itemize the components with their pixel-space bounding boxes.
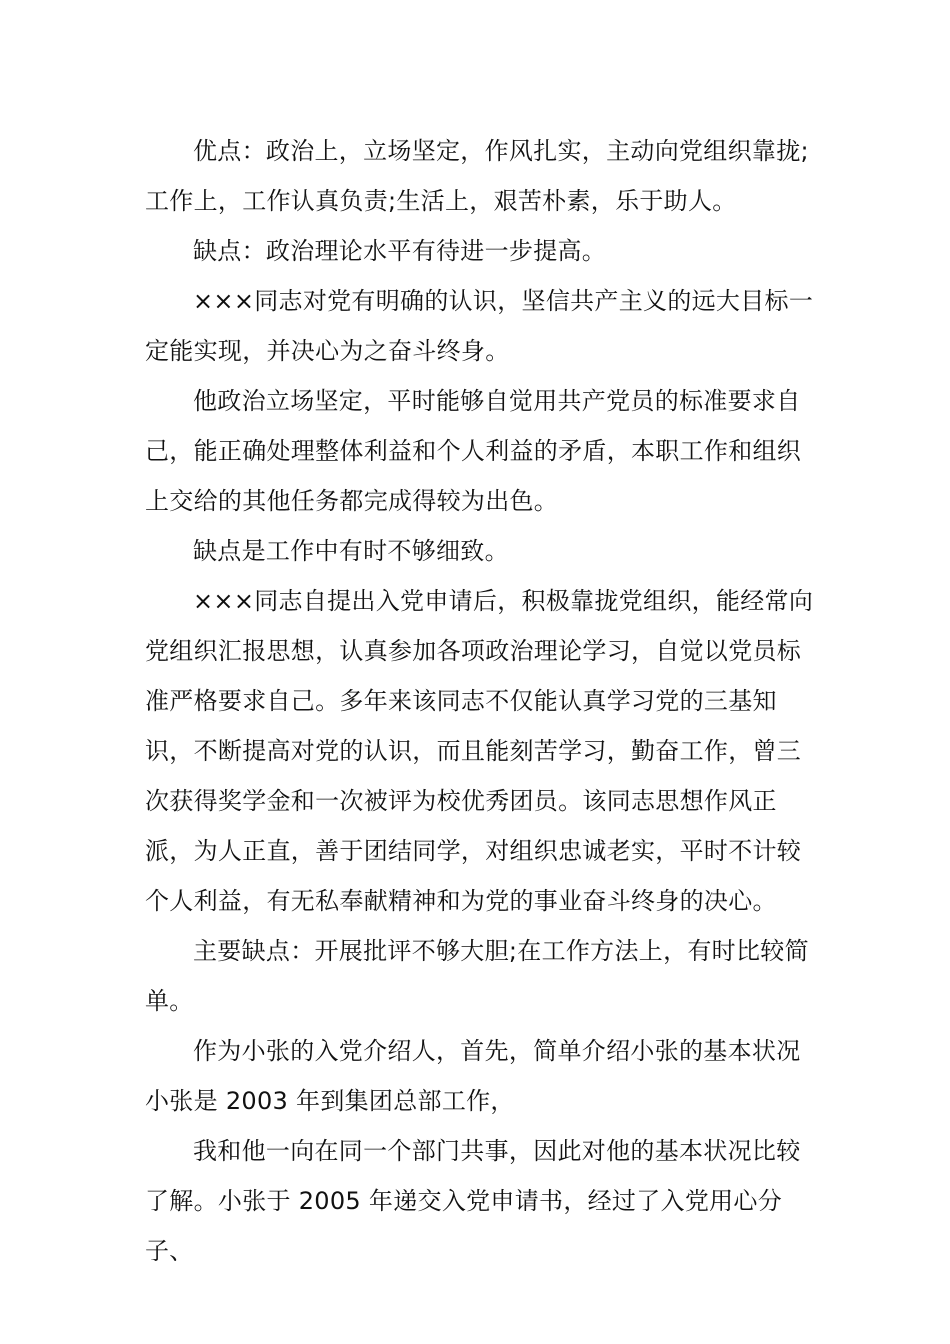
paragraph-introducer: 作为小张的入党介绍人，首先，简单介绍小张的基本状况小张是 2003 年到集团总部工作， — [145, 1037, 801, 1115]
paragraph-weakness-detail: 缺点是工作中有时不够细致。 — [193, 537, 509, 565]
paragraph-party-understanding: ×××同志对党有明确的认识，坚信共产主义的远大目标一定能实现，并决心为之奋斗终身。 — [145, 287, 814, 365]
paragraph-strengths: 优点：政治上，立场坚定，作风扎实，主动向党组织靠拢;工作上，工作认真负责;生活上，艰苦朴素，乐于助人。 — [145, 137, 809, 215]
paragraph-main-weakness: 主要缺点：开展批评不够大胆;在工作方法上，有时比较简单。 — [145, 937, 809, 1015]
paragraph-weakness-theory: 缺点：政治理论水平有待进一步提高。 — [193, 237, 607, 265]
paragraph-political-stance: 他政治立场坚定，平时能够自觉用共产党员的标准要求自己，能正确处理整体利益和个人利益的矛盾，本职工作和组织上交给的其他任务都完成得较为出色。 — [145, 387, 802, 515]
document-body — [145, 126, 815, 1276]
paragraph-application-record: ×××同志自提出入党申请后，积极靠拢党组织，能经常向党组织汇报思想，认真参加各项政治理论学习，自觉以党员标准严格要求自己。多年来该同志不仅能认真学习党的三基知识，不断提高对党的认识，而且能刻苦学习，勤奋工作，曾三次获得奖学金和一次被评为校优秀团员。该同志思想作风正派，为人正直，善于团结同学，对组织忠诚老实，平时不计较个人利益，有无私奉献精神和为党的事业奋斗终身的决心。 — [145, 587, 814, 915]
paragraph-colleague: 我和他一向在同一个部门共事，因此对他的基本状况比较了解。小张于 2005 年递交入党申请书，经过了入党用心分子、 — [145, 1137, 801, 1265]
